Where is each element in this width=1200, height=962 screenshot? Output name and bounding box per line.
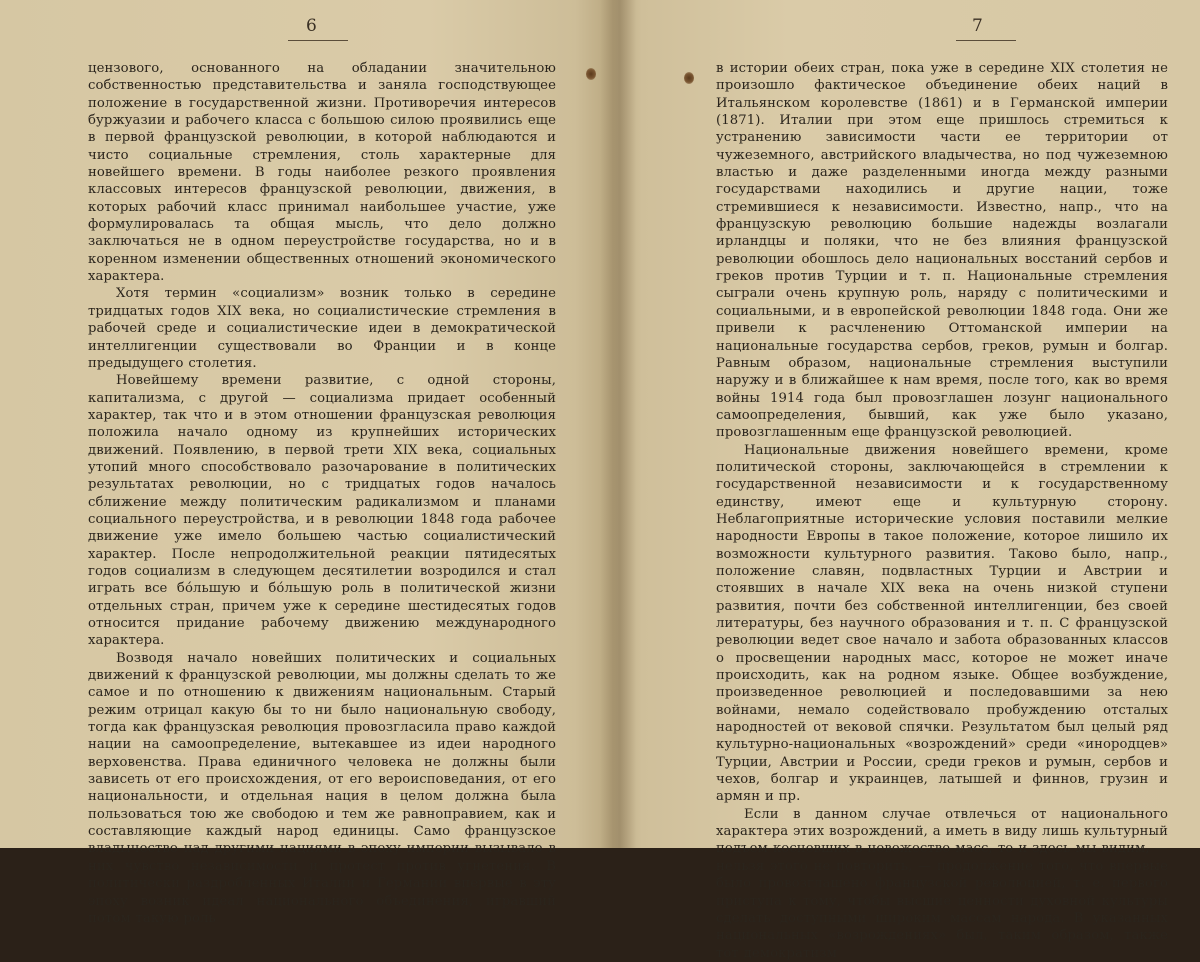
right-page [612,0,1200,961]
paragraph: Хотя термин «социализм» возник только в середине тридцатых годов XIX века, но социалистические стремления в рабочей среде и социалистические идеи в демократической интеллигенции существовали во Франции и в конце предыдущего столетия. [88,286,556,371]
left-page [0,0,612,926]
page-number-rule [288,40,348,41]
paragraph: цензового, основанного на обладании значительною собственностью представительства и заняла господствующее положение в государственной жизни. Противоречия интересов буржуазии и рабочего класса с большою силою проявились еще в первой французской революции, в которой наблюдаются и чисто социальные стремления, столь характерные для новейшего времени. В годы наиболее резкого проявления классовых интересов французской революции, движения, в которых рабочий класс принимал наибольшее участие, уже формулировалась та общая мысль, что дело должно заключаться не в одном переустройстве государства, но и в коренном изменении общественных отношений экономического характера. [88,61,556,285]
page-number: 6 [306,16,317,36]
paragraph: в истории обеих стран, пока уже в середине XIX столетия не произошло фактическое объединение обеих наций в Итальянском королевстве (1861) и в Германской империи (1871). Италии при этом еще пришлось стремиться к устранению зависимости части ее территории от чужеземного, австрийского владычества, но под чужеземною властью и даже разделенными иногда между разными государствами находились и другие нации, тоже стремившиеся к независимости. Известно, напр., что на французскую революцию большие надежды возлагали ирландцы и поляки, что не без влияния французской революции обошлось дело национальных восстаний сербов и греков против Турции и т. п. Национальные стремления сыграли очень крупную роль, наряду с политическими и социальными, и в европейской революции 1848 года. Они же привели к расчленению Оттоманской империи на национальные государства сербов, греков, румын и болгар. Равным образом, национальные стремления выступили наружу и в ближайшее к нам время, после того, как во время войны 1914 года был провозглашен лозунг национального самоопределения, бывший, как уже было указано, провозглашенным еще французской революцией. [716,61,1168,441]
ink-blot [684,72,694,84]
page-number: 7 [972,16,983,36]
paragraph: Если в данном случае отвлечься от национального характера этих возрождений, а иметь в виду лишь культурный подъем косневших в невежестве масс, то и здесь мы видим, — нельзя этого не повторить, — продолжение того, что впервые было провозглашено французской революцией, т. е. первого приступа к тому, чтобы высшие ценности духовной культуры сделать доступными широким массам народа. В указанных национальных «возрождениях» был, таким образом, также тот демократизм [716,806,1168,961]
paragraph: Возводя начало новейших политических и социальных движений к французской революции, мы должны сделать то же самое и по отношению к движениям национальным. Старый режим отрицал какую бы то ни было национальную свободу, тогда как французская революция провозгласила право каждой нации на самоопределение, вытекавшее из идеи народного верховенства. Права единичного человека не должны были зависеть от его происхождения, от его вероисповедания, от его национальности, и отдельная нация в целом должна была пользоваться тою же свободою и тем же равноправием, как и составляющие каждый народ единицы. Само французское владычество над другими нациями в эпоху империи вызывало в них чувство независимости и протест против угнетения. В политически раздробленных Италии и Германии впервые в эту эпоху возник идеал национального объединения, игравший потом такую роль [88,650,556,926]
page-number-rule [956,40,1016,41]
ink-blot [586,68,596,80]
paragraph: Национальные движения новейшего времени, кроме политической стороны, заключающейся в стремлении к государственной независимости и к государственному единству, имеют еще и культурную сторону. Неблагоприятные исторические условия поставили мелкие народности Европы в такое положение, которое лишило их возможности культурного развития. Таково было, напр., положение славян, подвластных Турции и Австрии и стоявших в начале XIX века на очень низкой ступени развития, почти без собственной интеллигенции, без своей литературы, без научного образования и т. п. С французской революции ведет свое начало и забота образованных классов о просвещении народных масс, которое не может иначе происходить, как на родном языке. Общее возбуждение, произведенное революцией и последовавшими за нею войнами, немало содействовало пробуждению отсталых народностей от вековой спячки. Результатом был целый ряд культурно-национальных «возрождений» среди «инородцев» Турции, Австрии и России, среди греков и румын, сербов и чехов, болгар и украинцев, латышей и финнов, грузин и армян и пр. [716,442,1168,805]
paragraph: Новейшему времени развитие, с одной стороны, капитализма, с другой — социализма придает особенный характер, так что и в этом отношении французская революция положила начало одному из крупнейших исторических движений. Появлению, в первой трети XIX века, социальных утопий много способствовало разочарование в политических результатах революции, но с тридцатых годов началось сближение между политическим радикализмом и планами социального переустройства, и в революции 1848 года рабочее движение уже имело большею частью социалистический характер. После непродолжительной реакции пятидесятых годов социализм в следующем десятилетии возродился и стал играть все бо́льшую и бо́льшую роль в политической жизни отдельных стран, причем уже к середине шестидесятых годов относится придание рабочему движению международного характера. [88,373,556,649]
